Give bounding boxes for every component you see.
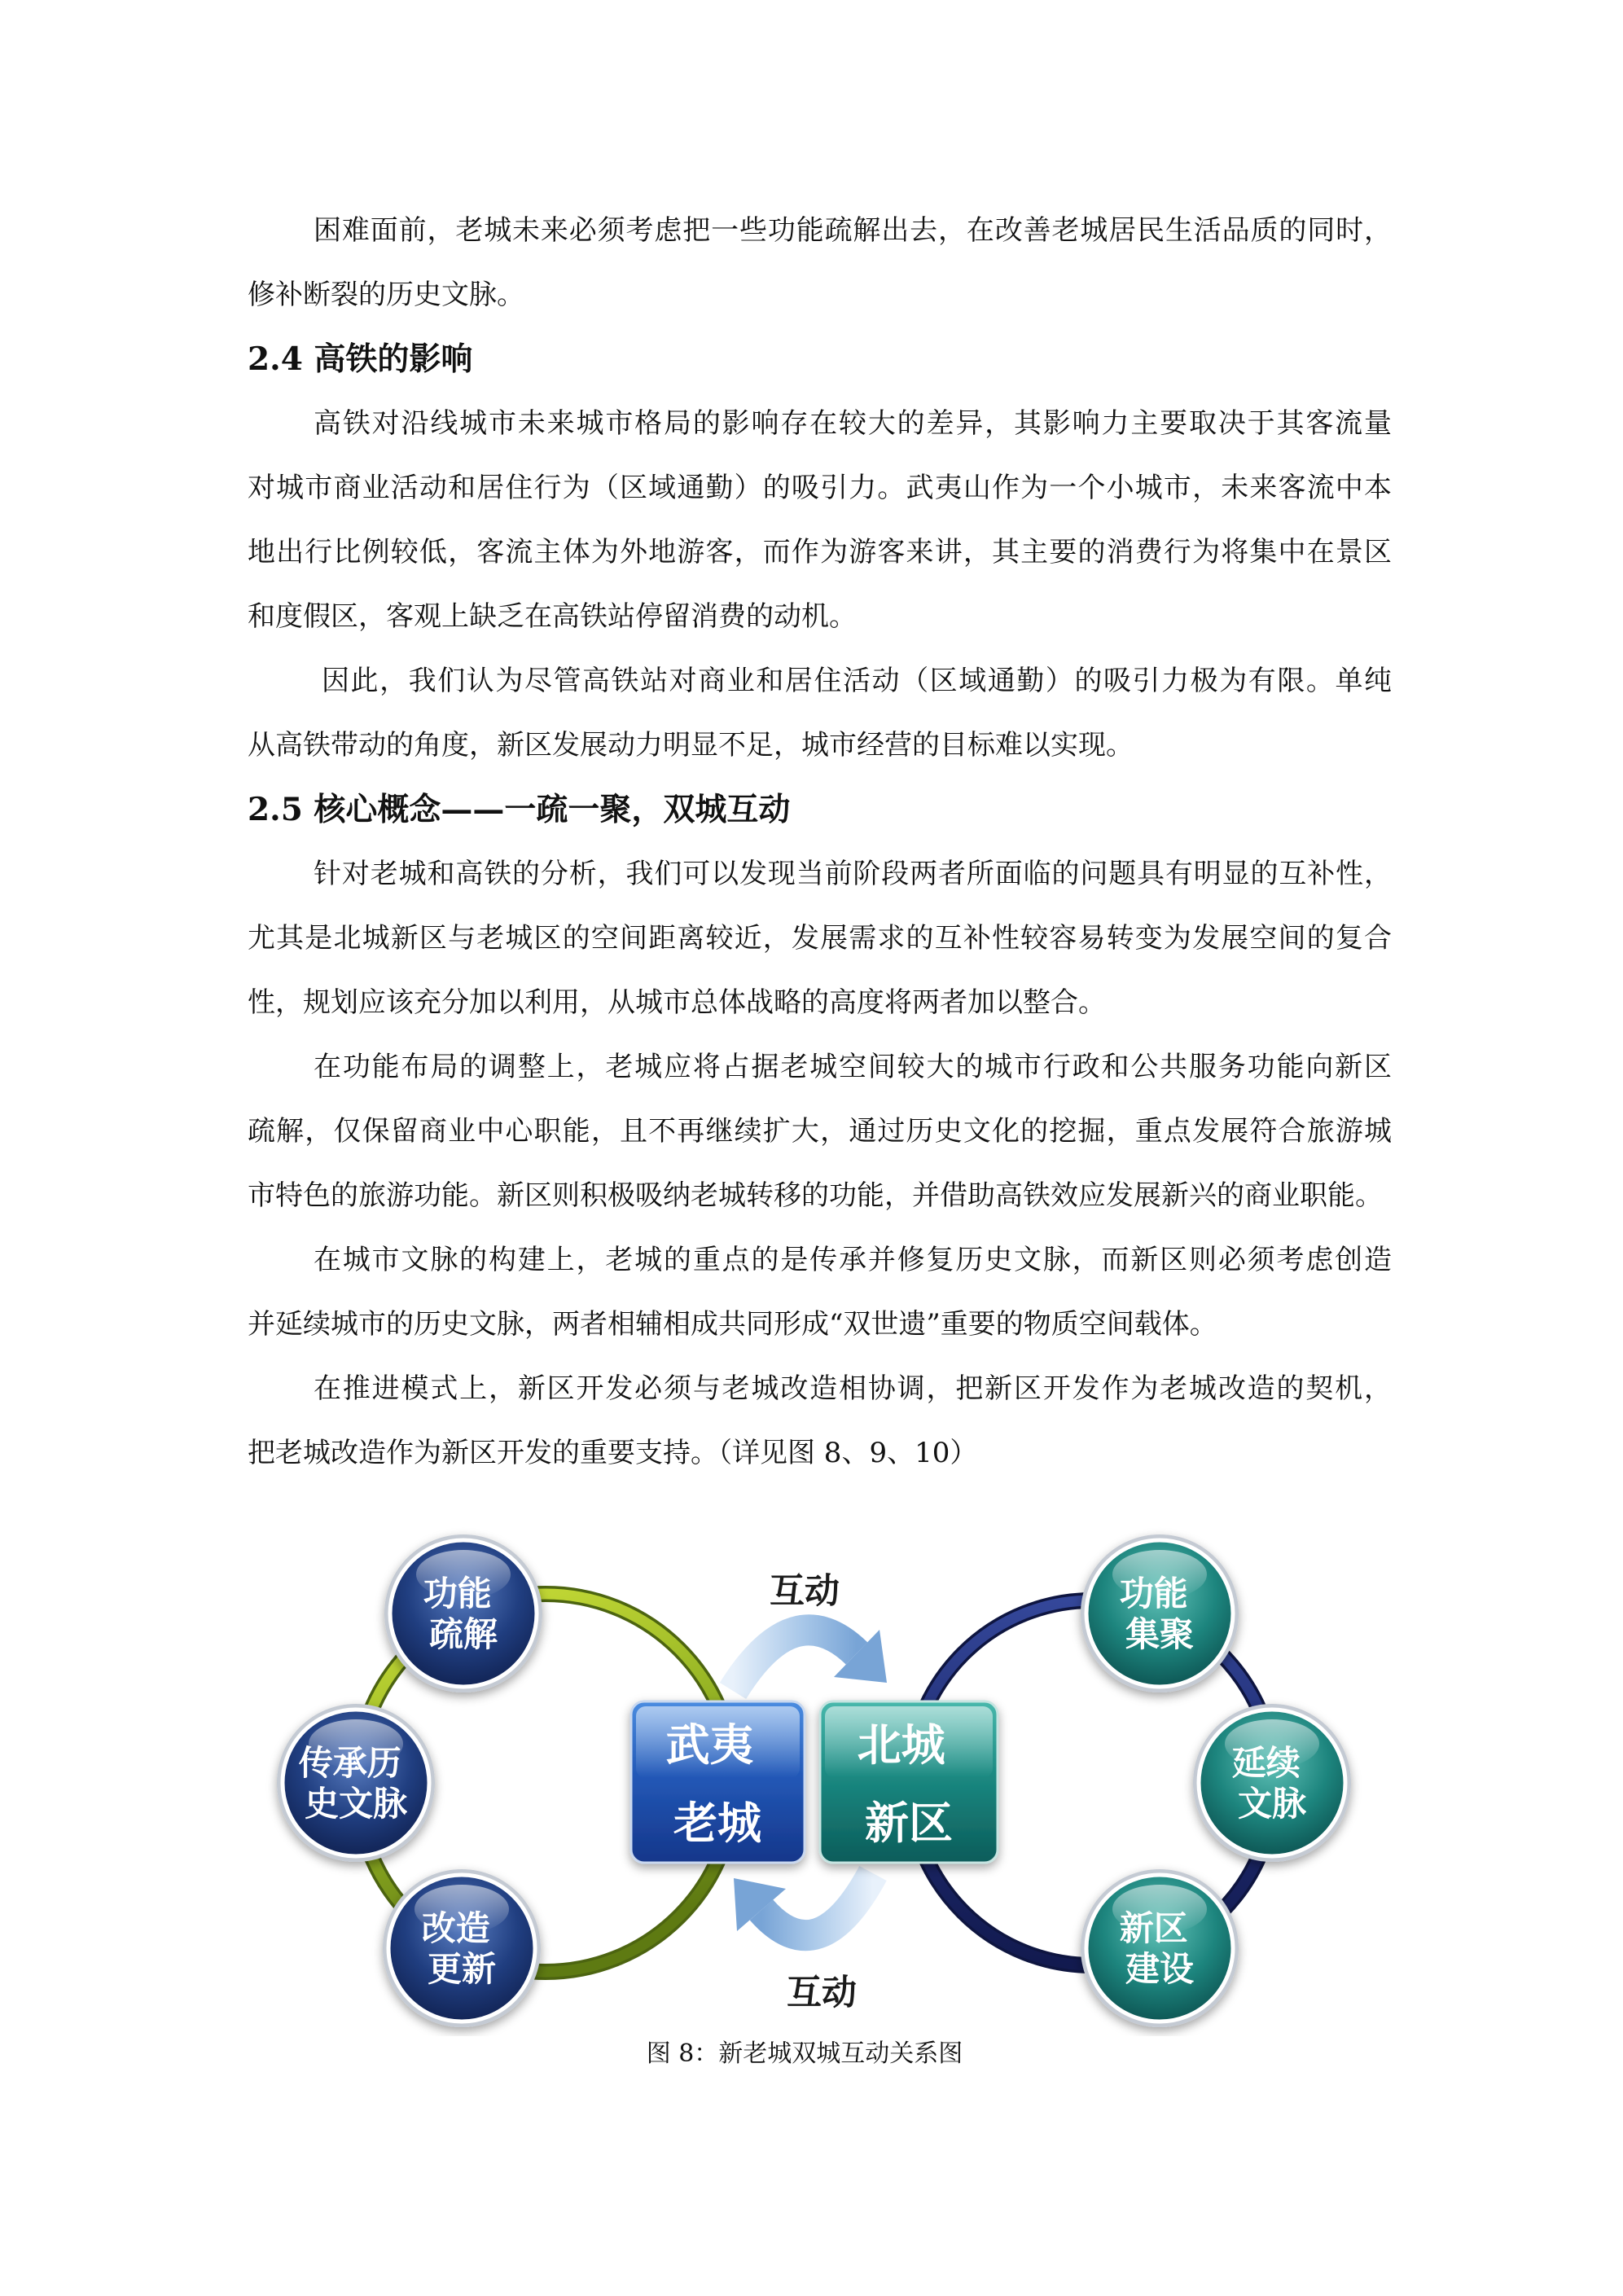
- arrow-shaft: [733, 1630, 857, 1691]
- paragraph-high-speed-rail-influence: [248, 392, 1392, 649]
- arrow-shaft: [761, 1873, 873, 1935]
- node-label: [422, 1908, 502, 1989]
- paragraph-line: 在功能布局的调整上，老城应将占据老城空间较大的城市行政和公共服务功能向新区: [314, 1051, 1392, 1083]
- node-label-line: 集聚: [1125, 1614, 1195, 1654]
- node-continue-context: [1193, 1704, 1351, 1862]
- section-heading-2-4: 2.4 高铁的影响: [248, 340, 473, 378]
- paragraph-line: 并延续城市的历史文脉，两者相辅相成共同形成“双世遗”重要的物质空间载体。: [248, 1308, 1217, 1341]
- bottom-interaction-arrow: [734, 1873, 873, 1935]
- paragraph-line: 因此，我们认为尽管高铁站对商业和居住活动（区域通勤）的吸引力极为有限。单纯: [322, 665, 1392, 697]
- paragraph-line: 高铁对沿线城市未来城市格局的影响存在较大的差异，其影响力主要取决于其客流量: [314, 407, 1392, 440]
- paragraph-line: 疏解，仅保留商业中心职能，且不再继续扩大，通过历史文化的挖掘，重点发展符合旅游城: [248, 1115, 1392, 1148]
- paragraph-line: 市特色的旅游功能。新区则积极吸纳老城转移的功能，并借助高铁效应发展新兴的商业职能。: [248, 1179, 1383, 1212]
- node-renovation: [383, 1869, 541, 2027]
- figure-caption: 图 8：新老城双城互动关系图: [646, 2039, 963, 2068]
- diagram-svg: [0, 1515, 1623, 2036]
- box-label-line: 新区: [865, 1798, 953, 1849]
- node-new-district-construction: [1081, 1869, 1239, 2027]
- top-interaction-arrow: [733, 1630, 887, 1691]
- paragraph-line: 对城市商业活动和居住行为（区域通勤）的吸引力。武夷山作为一个小城市，未来客流中本: [248, 472, 1392, 504]
- top-arrow-label: 互动: [770, 1571, 840, 1612]
- paragraph-function-layout: [248, 1035, 1392, 1228]
- paragraph-line: 修补断裂的历史文脉。: [248, 279, 524, 311]
- node-label-line: 疏解: [428, 1614, 498, 1654]
- box-label-line: 北城: [857, 1719, 945, 1771]
- box-label-line: 武夷: [665, 1719, 754, 1771]
- node-label-line: 更新: [427, 1949, 497, 1989]
- paragraph-line: 从高铁带动的角度，新区发展动力明显不足，城市经营的目标难以实现。: [248, 729, 1134, 762]
- node-function-dispersal: [384, 1534, 542, 1692]
- node-label-line: 功能: [1119, 1574, 1188, 1613]
- old-city-box: [631, 1701, 805, 1863]
- paragraph-line: 在城市文脉的构建上，老城的重点的是传承并修复历史文脉，而新区则必须考虑创造: [314, 1244, 1392, 1276]
- section-heading-2-5: 2.5 核心概念——一疏一聚，双城互动: [248, 791, 791, 828]
- node-label-line: 延续: [1231, 1743, 1301, 1783]
- text-body: [248, 199, 1392, 1486]
- node-label: [1120, 1908, 1200, 1989]
- bottom-arrow-label: 互动: [787, 1973, 857, 2013]
- twin-city-interaction-diagram: [0, 1515, 1623, 2036]
- node-function-agglomeration: [1081, 1534, 1239, 1692]
- paragraph-line: 把老城改造作为新区开发的重要支持。（详见图 8、9、10）: [248, 1437, 978, 1469]
- paragraph-line: 针对老城和高铁的分析，我们可以发现当前阶段两者所面临的问题具有明显的互补性，: [314, 858, 1392, 890]
- node-label: [423, 1574, 504, 1654]
- node-label-line: 功能: [423, 1574, 492, 1613]
- paragraph-development-mode: [248, 1357, 1392, 1486]
- node-label: [1232, 1743, 1313, 1824]
- paragraph-complementarity: [248, 842, 1392, 1035]
- paragraph-line: 性，规划应该充分加以利用，从城市总体战略的高度将两者加以整合。: [248, 986, 1106, 1019]
- paragraph-line: 困难面前，老城未来必须考虑把一些功能疏解出去，在改善老城居民生活品质的同时，: [314, 214, 1392, 247]
- node-label-line: 改造: [421, 1908, 490, 1948]
- new-city-box: [820, 1701, 998, 1863]
- paragraph-line: 地出行比例较低，客流主体为外地游客，而作为游客来讲，其主要的消费行为将集中在景区: [248, 536, 1392, 569]
- node-label-line: 史文脉: [304, 1784, 408, 1824]
- paragraph-conclusion-rail: [248, 649, 1392, 778]
- node-label: [1120, 1574, 1200, 1654]
- node-label-line: 新区: [1119, 1908, 1188, 1948]
- box-label-line: 老城: [673, 1798, 761, 1849]
- paragraph-old-city-difficulties: [248, 199, 1392, 327]
- paragraph-line: 尤其是北城新区与老城区的空间距离较近，发展需求的互补性较容易转变为发展空间的复合: [248, 922, 1392, 955]
- paragraph-line: 和度假区，客观上缺乏在高铁站停留消费的动机。: [248, 600, 857, 633]
- node-inherit-history: [277, 1704, 435, 1862]
- paragraph-line: 在推进模式上，新区开发必须与老城改造相协调，把新区开发作为老城改造的契机，: [314, 1372, 1392, 1405]
- node-label-line: 传承历: [298, 1743, 401, 1783]
- node-label-line: 建设: [1125, 1949, 1195, 1989]
- paragraph-urban-context: [248, 1228, 1392, 1357]
- node-label-line: 文脉: [1237, 1784, 1307, 1824]
- node-label: [299, 1743, 414, 1824]
